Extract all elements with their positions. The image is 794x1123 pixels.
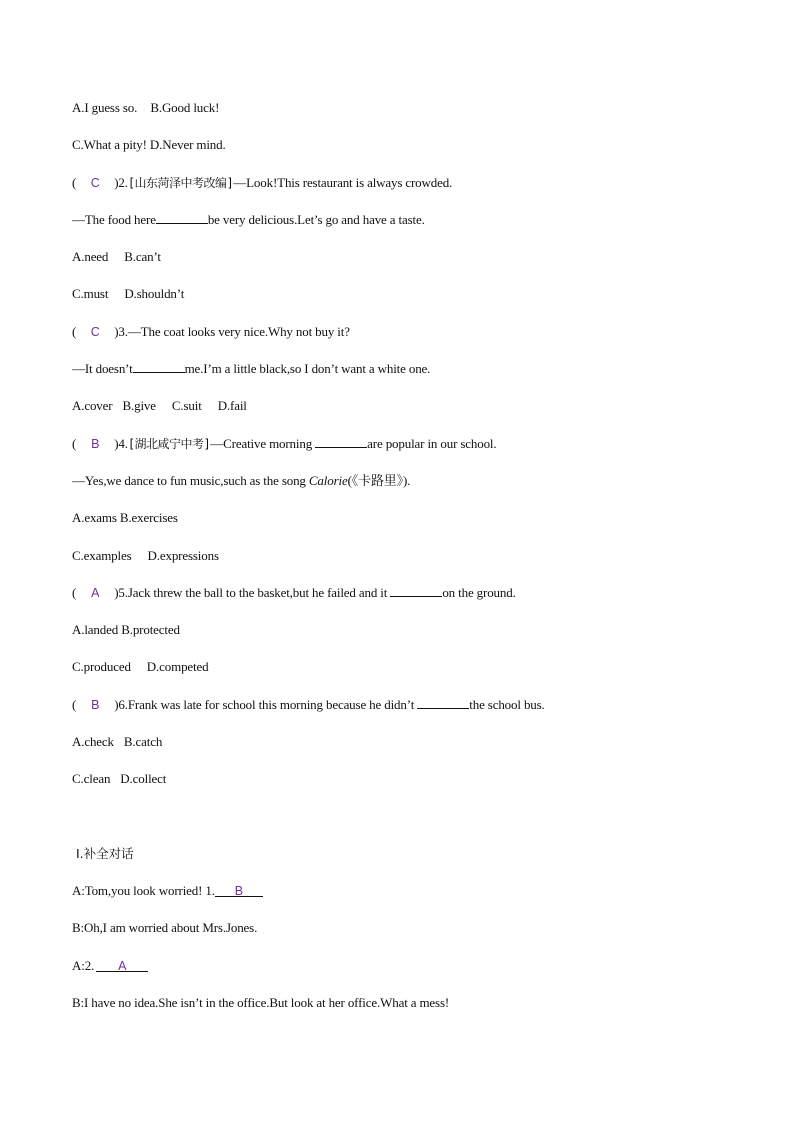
- q3-reply: [72, 361, 732, 398]
- q3-option-d: D.fail: [217, 398, 247, 414]
- q4-options-row1: [72, 510, 732, 547]
- q2-reply-after: be very delicious.Let’s go and have a taste.: [207, 211, 425, 227]
- q5-option-c: C.produced: [72, 659, 131, 675]
- dialogue-line-3: [72, 958, 732, 995]
- dialogue-answer-2: A: [118, 958, 127, 973]
- q2-blank: [156, 212, 208, 224]
- dialogue-line-4-text: B:I have no idea.She isn’t in the office.But look at her office.What a mess!: [72, 994, 450, 1010]
- q3-stem-text: —The coat looks very nice.Why not buy it?: [127, 323, 350, 339]
- q4-reply-before: —Yes,we dance to fun music,such as the song: [72, 472, 309, 488]
- q2-stem-text: —Look!This restaurant is always crowded.: [233, 174, 453, 190]
- q5-blank: [390, 585, 442, 597]
- q2-stem: [72, 175, 732, 212]
- dialogue-line-4: [72, 995, 732, 1032]
- q2-answer: C: [90, 175, 100, 190]
- section-title: Ⅰ.补全对话: [76, 845, 134, 861]
- q6-blank: [417, 697, 469, 709]
- q4-reply-after: (《卡路里》).: [347, 472, 411, 488]
- q1-option-b: B.Good luck!: [150, 100, 220, 115]
- q2-reply: [72, 212, 732, 249]
- q3-stem: [72, 324, 732, 361]
- q5-stem: [72, 585, 732, 622]
- q4-stem: [72, 436, 732, 473]
- q5-stem-after: on the ground.: [442, 584, 516, 600]
- dialogue-blank-1: [215, 883, 263, 897]
- q1-option-d: D.Never mind.: [149, 137, 226, 153]
- q1-option-a: A.I guess so.: [72, 100, 138, 115]
- q6-number: )6.: [114, 696, 128, 712]
- q4-option-d: D.expressions: [147, 547, 219, 563]
- q2-number: )2.: [114, 174, 128, 190]
- q6-option-c: C.clean: [72, 771, 111, 787]
- q5-options-row2: [72, 659, 732, 696]
- q3-option-a: A.cover: [72, 398, 113, 414]
- q6-option-d: D.collect: [120, 771, 167, 787]
- q6-option-b: B.catch: [123, 734, 163, 750]
- dialogue-line-1: [72, 883, 732, 920]
- q6-option-a: A.check: [72, 734, 114, 750]
- section-heading: [72, 846, 732, 883]
- q5-answer: A: [91, 585, 100, 600]
- q2-paren-open: (: [72, 174, 77, 190]
- section-gap: [72, 809, 732, 846]
- q3-option-b: B.give: [122, 398, 156, 414]
- dialogue-line-2: [72, 920, 732, 957]
- q4-option-c: C.examples: [72, 547, 132, 563]
- q4-stem-before: —Creative morning: [210, 435, 316, 451]
- q4-answer: B: [91, 436, 100, 451]
- q5-number: )5.: [114, 584, 128, 600]
- q6-options-row1: [72, 734, 732, 771]
- q3-reply-before: —It doesn’t: [72, 361, 133, 377]
- q3-options: [72, 398, 732, 435]
- q4-number: )4.: [114, 435, 128, 451]
- q3-paren-open: (: [72, 323, 77, 339]
- q2-option-b: B.can’t: [124, 249, 161, 265]
- worksheet-page: [72, 100, 732, 1032]
- q2-reply-before: —The food here: [72, 211, 156, 227]
- q5-stem-before: Jack threw the ball to the basket,but he failed and it: [127, 584, 391, 600]
- q4-source: [湖北咸宁中考]: [127, 436, 211, 451]
- q5-options-row1: [72, 622, 732, 659]
- q6-stem-after: the school bus.: [469, 696, 545, 712]
- q5-option-a: A.landed: [72, 622, 119, 638]
- q6-options-row2: [72, 771, 732, 808]
- q2-option-c: C.must: [72, 286, 109, 302]
- q4-stem-after: are popular in our school.: [367, 435, 497, 451]
- dialogue-line-2-text: B:Oh,I am worried about Mrs.Jones.: [72, 920, 258, 936]
- q2-option-a: A.need: [72, 249, 109, 265]
- q4-paren-open: (: [72, 435, 77, 451]
- q1-options-row2: [72, 137, 732, 174]
- q2-options-row2: [72, 286, 732, 323]
- q6-stem-before: Frank was late for school this morning because he didn’t: [127, 696, 418, 712]
- dialogue-blank-2: [96, 958, 148, 972]
- q5-paren-open: (: [72, 584, 77, 600]
- q6-stem: [72, 697, 732, 734]
- q3-number: )3.: [114, 323, 128, 339]
- q3-blank: [133, 361, 185, 373]
- q2-source: [山东菏泽中考改编]: [127, 175, 234, 190]
- q6-paren-open: (: [72, 696, 77, 712]
- q1-options-row1: [72, 100, 732, 137]
- q4-blank: [315, 436, 367, 448]
- q6-answer: B: [91, 697, 100, 712]
- q4-reply-song: Calorie: [308, 472, 348, 488]
- q4-options-row2: [72, 548, 732, 585]
- q3-option-c: C.suit: [171, 398, 202, 414]
- q3-reply-after: me.I’m a little black,so I don’t want a white one.: [184, 361, 431, 377]
- q4-reply: [72, 473, 732, 510]
- q3-answer: C: [90, 324, 100, 339]
- dialogue-line-1-text: A:Tom,you look worried! 1.: [72, 882, 215, 898]
- q2-options-row1: [72, 249, 732, 286]
- q5-option-d: D.competed: [146, 659, 209, 675]
- q1-option-c: C.What a pity!: [72, 137, 147, 153]
- dialogue-answer-1: B: [234, 883, 243, 898]
- q2-option-d: D.shouldn’t: [124, 286, 185, 302]
- q4-option-b: B.exercises: [119, 510, 178, 526]
- q4-option-a: A.exams: [72, 510, 117, 526]
- q5-option-b: B.protected: [121, 622, 180, 638]
- dialogue-line-3-text: A:2.: [72, 957, 95, 973]
